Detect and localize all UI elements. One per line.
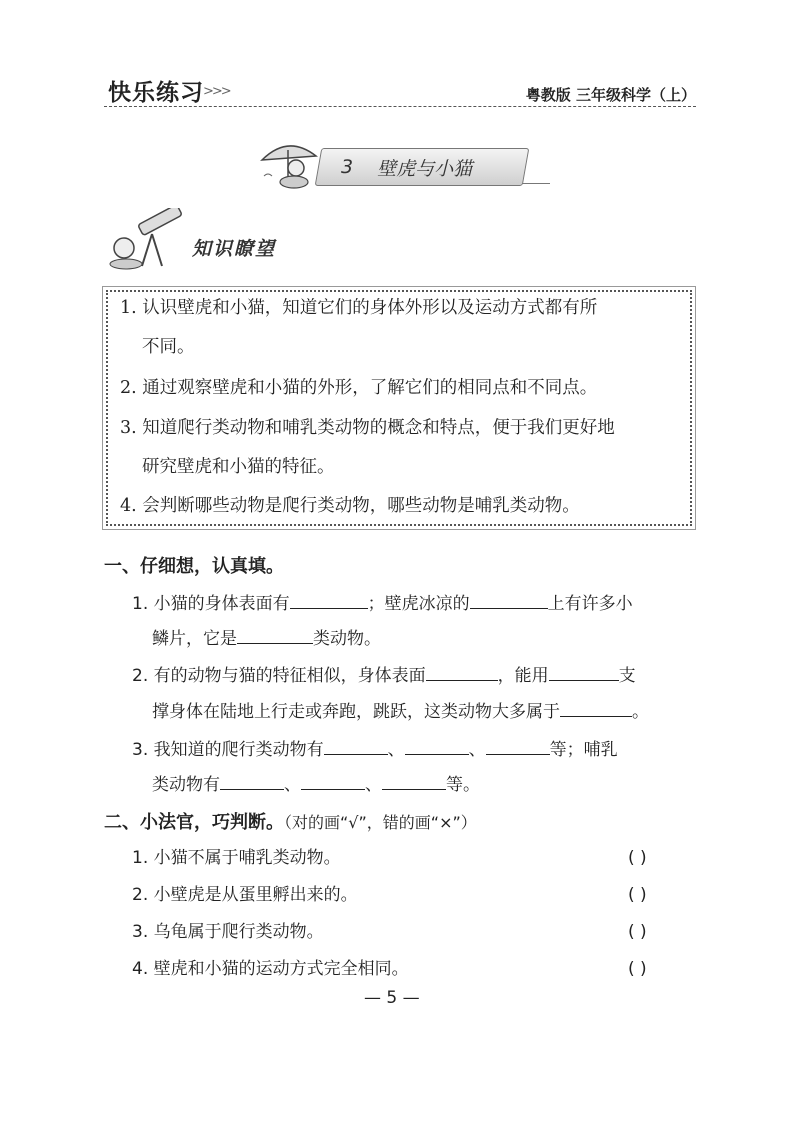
knowledge-title: 知识瞭望 [192, 238, 277, 260]
lesson-number: 3 [341, 156, 354, 178]
series-title: 快乐练习 [108, 80, 204, 106]
answer-blank[interactable] [220, 773, 284, 790]
answer-blank[interactable] [426, 664, 498, 681]
goal-line: 4. 会判断哪些动物是爬行类动物，哪些动物是哺乳类动物。 [120, 496, 580, 516]
goal-line: 1. 认识壁虎和小猫，知道它们的身体外形以及运动方式都有所 [120, 298, 598, 318]
banner-underline [522, 183, 550, 184]
section-note: （对的画“√”，错的画“×”） [284, 813, 477, 832]
learning-goals-box [106, 290, 692, 526]
judge-item: 4. 壁虎和小猫的运动方式完全相同。 [132, 959, 409, 979]
goal-line: 3. 知道爬行类动物和哺乳类动物的概念和特点，便于我们更好地 [120, 418, 615, 438]
judge-item: 3. 乌龟属于爬行类动物。 [132, 922, 324, 942]
telescope-icon [108, 208, 188, 274]
question-2-line-2: 撑身体在陆地上行走或奔跑，跳跃，这类动物大多属于 。 [152, 702, 649, 722]
answer-parentheses[interactable]: ( ) [628, 885, 647, 905]
answer-parentheses[interactable]: ( ) [628, 922, 647, 942]
question-2-line-1: 2. 有的动物与猫的特征相似，身体表面 ，能用 支 [132, 666, 636, 686]
question-3-line-2: 类动物有 、 、 等。 [152, 775, 480, 795]
answer-blank[interactable] [470, 592, 548, 609]
answer-blank[interactable] [486, 738, 550, 755]
judge-item: 1. 小猫不属于哺乳类动物。 [132, 848, 341, 868]
goal-line: 研究壁虎和小猫的特征。 [142, 457, 335, 477]
section-title-judge: 二、小法官，巧判断。（对的画“√”，错的画“×”） [104, 812, 477, 833]
header-divider [104, 106, 696, 107]
answer-parentheses[interactable]: ( ) [628, 959, 647, 979]
judge-item: 2. 小壁虎是从蛋里孵出来的。 [132, 885, 358, 905]
answer-blank[interactable] [290, 592, 368, 609]
answer-parentheses[interactable]: ( ) [628, 848, 647, 868]
question-3-line-1: 3. 我知道的爬行类动物有 、 、 等；哺乳 [132, 740, 618, 760]
edition-label: 粤教版 三年级科学（上） [525, 86, 696, 104]
answer-blank[interactable] [301, 773, 365, 790]
goal-line: 2. 通过观察壁虎和小猫的外形，了解它们的相同点和不同点。 [120, 378, 598, 398]
lesson-banner [315, 148, 530, 186]
goal-line: 不同。 [142, 337, 195, 357]
answer-blank[interactable] [324, 738, 388, 755]
page-number: — 5 — [364, 988, 420, 1008]
section-title-fill-in: 一、仔细想，认真填。 [104, 556, 284, 577]
answer-blank[interactable] [549, 664, 619, 681]
header-arrows: >>> [203, 84, 230, 99]
answer-blank[interactable] [405, 738, 469, 755]
umbrella-character-icon [258, 138, 322, 194]
answer-blank[interactable] [237, 627, 313, 644]
question-1-line-2: 鳞片，它是 类动物。 [152, 629, 381, 649]
answer-blank[interactable] [382, 773, 446, 790]
question-1-line-1: 1. 小猫的身体表面有 ；壁虎冰凉的 上有许多小 [132, 594, 633, 614]
lesson-title: 壁虎与小猫 [377, 157, 473, 180]
answer-blank[interactable] [560, 700, 632, 717]
